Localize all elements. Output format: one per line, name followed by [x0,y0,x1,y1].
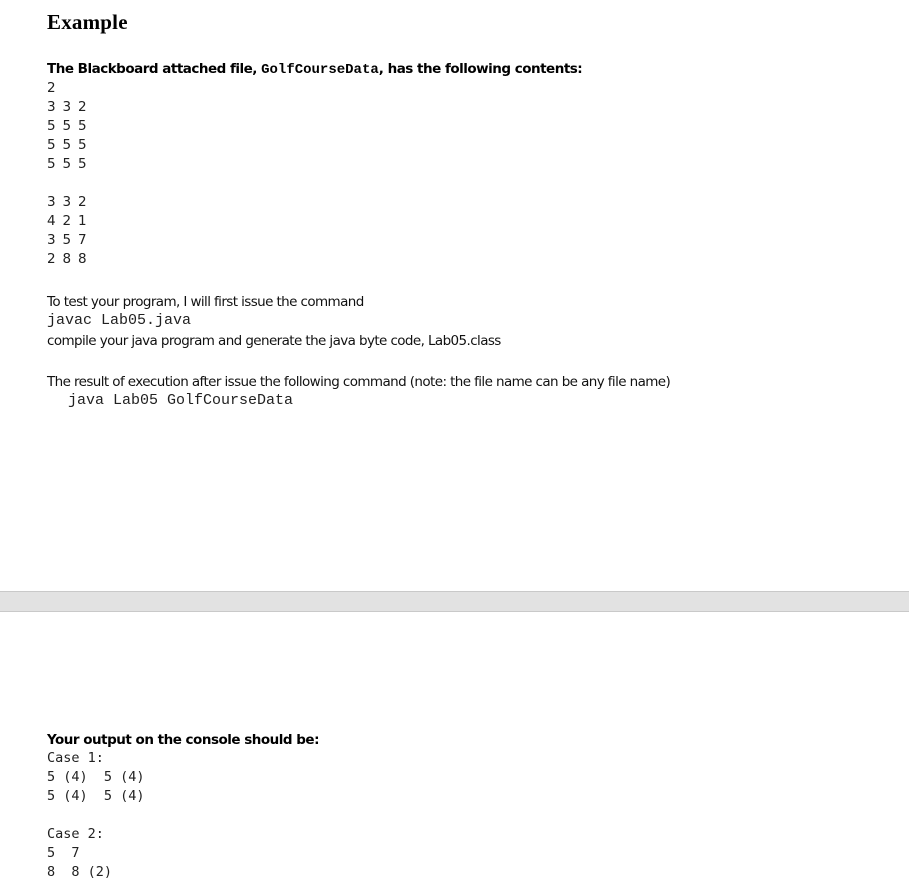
output-case2-line-2: 8 8 (2) [47,864,113,880]
compile-command: javac Lab05.java [47,312,192,329]
intro-suffix: , has the following contents: [378,61,583,77]
output-case1-label: Case 1: [47,750,104,766]
intro-filename: GolfCourseData [261,62,379,78]
output-case2-label: Case 2: [47,826,104,842]
file-case2-row-2: 4 2 1 [47,213,88,229]
file-case2-row-1: 3 3 2 [47,194,88,210]
file-case1-row-4: 5 5 5 [47,156,88,172]
file-case1-row-1: 3 3 2 [47,99,88,115]
page-break-divider [0,591,909,612]
file-case2-row-4: 2 8 8 [47,251,88,267]
file-case2-row-3: 3 5 7 [47,232,88,248]
output-case1-line-2: 5 (4) 5 (4) [47,788,145,804]
execution-instruction: The result of execution after issue the following command (note: the file name can be any file name) [47,374,671,390]
run-command: java Lab05 GolfCourseData [68,392,294,409]
output-case2-line-1: 5 7 [47,845,80,861]
output-label: Your output on the console should be: [47,732,319,748]
intro-line [47,61,582,78]
intro-prefix: The Blackboard attached file, [47,61,262,77]
document-page-2 [0,612,909,885]
test-instruction-line: To test your program, I will first issue the command [47,294,364,310]
file-case1-row-3: 5 5 5 [47,137,88,153]
page-heading: Example [47,10,128,34]
file-first-line: 2 [47,80,57,96]
output-case1-line-1: 5 (4) 5 (4) [47,769,145,785]
file-case1-row-2: 5 5 5 [47,118,88,134]
compile-description: compile your java program and generate the java byte code, Lab05.class [47,333,501,349]
